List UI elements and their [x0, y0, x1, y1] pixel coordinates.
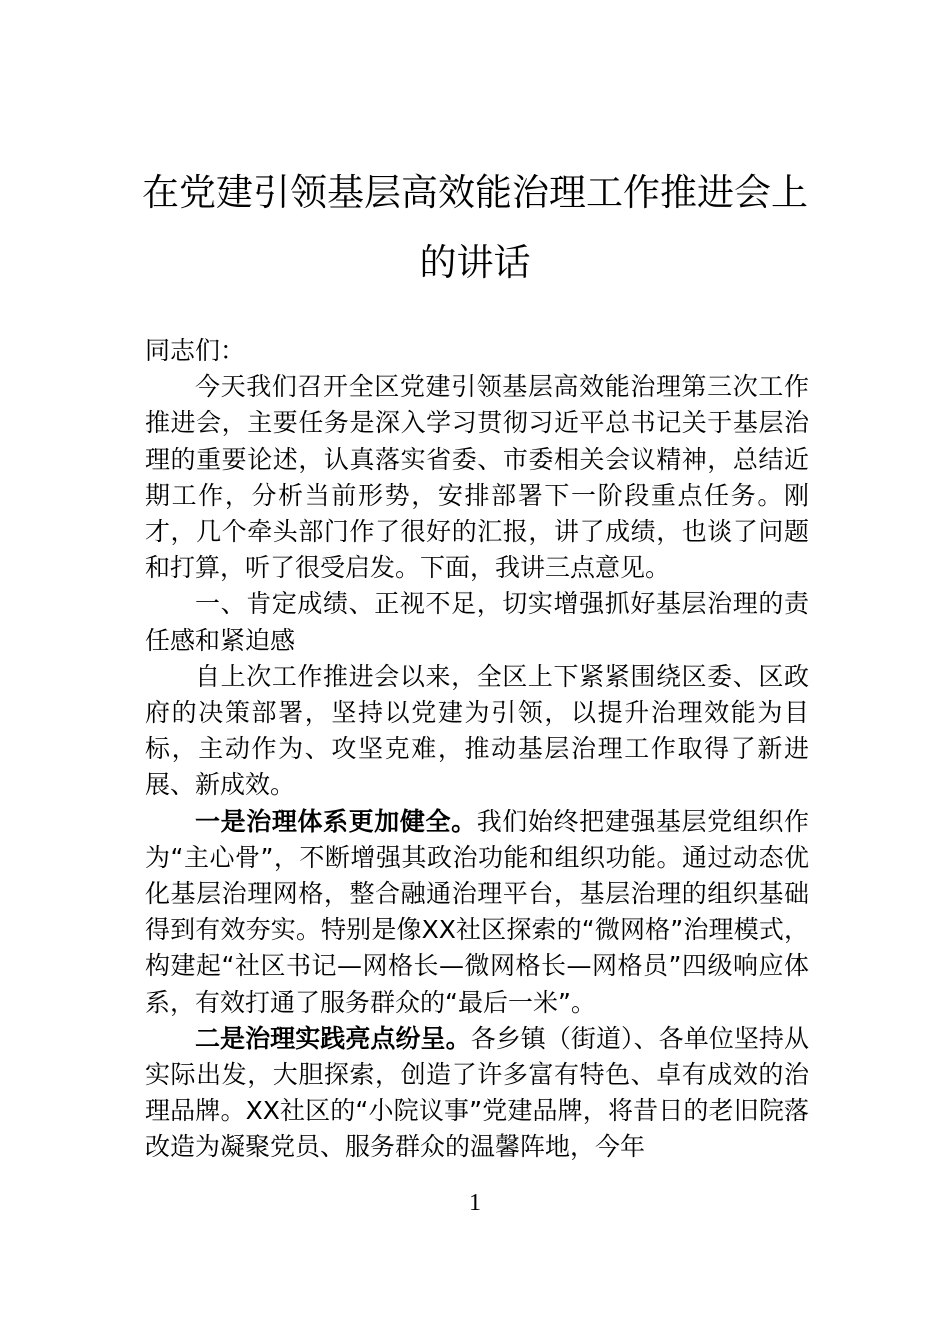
section-heading-1 — [145, 586, 809, 658]
paragraph-progress — [145, 659, 809, 804]
paragraph-text: 我们始终把建强基层党组织作为“主心骨”，不断增强其政治功能和组织功能。通过动态优化基层治理网格，整合融通治理平台，基层治理的组织基础得到有效夯实。特别是像XX社区探索的“微网格”治理模式，构建起“社区书记—网格长—微网格长—网格员”四级响应体系，有效打通了服务群众的“最后一米”。 — [145, 806, 809, 1017]
paragraph-text: 各乡镇（街道）、各单位坚持从实际出发，大胆探索，创造了许多富有特色、卓有成效的治理品牌。XX社区的“小院议事”党建品牌，将昔日的老旧院落改造为凝聚党员、服务群众的温馨阵地，今年 — [145, 1023, 809, 1162]
paragraph-text: 自上次工作推进会以来，全区上下紧紧围绕区委、区政府的决策部署，坚持以党建为引领，以提升治理效能为目标，主动作为、攻坚克难，推动基层治理工作取得了新进展、新成效。 — [145, 661, 809, 800]
salutation: 同志们： — [145, 336, 246, 365]
document-body — [145, 333, 809, 1166]
heading-text: 一、肯定成绩、正视不足，切实增强抓好基层治理的责任感和紧迫感 — [145, 589, 809, 655]
paragraph-text: 今天我们召开全区党建引领基层高效能治理第三次工作推进会，主要任务是深入学习贯彻习近平总书记关于基层治理的重要论述，认真落实省委、市委相关会议精神，总结近期工作，分析当前形势，安排部署下一阶段重点任务。刚才，几个牵头部门作了很好的汇报，讲了成绩，也谈了问题和打算，听了很受启发。下面，我讲三点意见。 — [145, 372, 809, 583]
page-number: 1 — [469, 1190, 481, 1216]
title-line-1: 在党建引领基层高效能治理工作推进会上 — [142, 171, 808, 214]
paragraph-lead: 二是治理实践亮点纷呈。 — [195, 1023, 471, 1053]
paragraph-point-1 — [145, 804, 809, 1021]
title-line-2: 的讲话 — [419, 241, 531, 284]
paragraph-opening — [145, 369, 809, 586]
paragraph-lead: 一是治理体系更加健全。 — [195, 806, 477, 836]
document-title — [140, 158, 810, 298]
paragraph-point-2 — [145, 1021, 809, 1166]
